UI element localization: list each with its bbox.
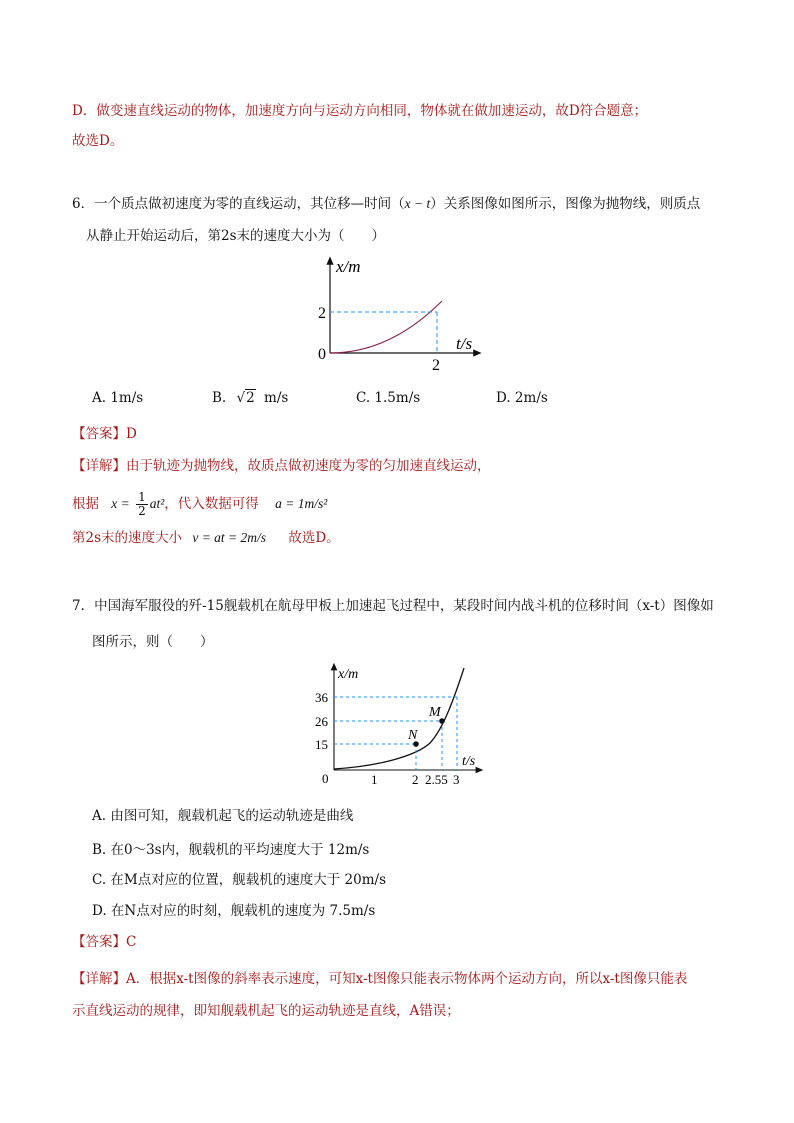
- q7-stem-line1: 7．中国海军服役的歼-15舰载机在航母甲板上加速起飞过程中，某段时间内战斗机的位移时间（x-t）图像如: [72, 598, 714, 614]
- q5-option-d: D．做变速直线运动的物体，加速度方向与运动方向相同，物体就在做加速运动，故D符合题意；: [72, 103, 648, 119]
- q6-y-tick: 2: [318, 305, 326, 322]
- sqrt-icon: √2: [236, 390, 255, 406]
- q7-point-n-label: N: [408, 728, 418, 743]
- q6-origin-label: 0: [318, 346, 326, 363]
- q7-point-m-label: M: [429, 705, 441, 720]
- q6-fraction: $\frac{1}{2}$: [138, 490, 146, 518]
- q6-option-b: B. √2 m/s: [212, 390, 289, 406]
- q7-x-tick-2: 2: [412, 772, 419, 787]
- q5-conclusion: 故选D。: [72, 133, 124, 149]
- q7-x-tick-3: 3: [453, 772, 460, 787]
- q6-detail-line3: 第2s末的速度大小 v = at = 2m/s 故选D。: [72, 530, 340, 546]
- q7-detail-line1: 【详解】A．根据x-t图像的斜率表示速度，可知x-t图像只能表示物体两个运动方向，所以x-t图像只能表: [72, 971, 688, 987]
- q7-answer: 【答案】C: [72, 934, 137, 950]
- q7-option-d: D. 在N点对应的时刻，舰载机的速度为 7.5m/s: [92, 903, 376, 919]
- q7-stem-line2: 图所示，则（ ）: [92, 634, 214, 650]
- q7-curve: [334, 668, 464, 769]
- q7-x-tick-1: 1: [371, 772, 378, 787]
- q7-x-tick-2-55: 2.55: [425, 772, 448, 787]
- q7-graph: [312, 660, 492, 790]
- q7-y-axis-label: x/m: [338, 667, 359, 682]
- q7-origin-label: 0: [322, 771, 329, 786]
- q6-option-d: D. 2m/s: [496, 390, 548, 406]
- q7-option-b: B. 在0～3s内，舰载机的平均速度大于 12m/s: [92, 842, 370, 858]
- q7-y-tick-36: 36: [315, 690, 328, 705]
- q7-option-a: A. 由图可知，舰载机起飞的运动轨迹是曲线: [92, 808, 354, 824]
- q7-y-tick-26: 26: [315, 714, 328, 729]
- q6-x-axis-label: t/s: [456, 334, 473, 353]
- q6-curve: [330, 301, 442, 353]
- q6-answer: 【答案】D: [72, 426, 137, 442]
- q7-x-axis-label: t/s: [462, 754, 476, 769]
- q6-detail-line2: 根据 x = $\frac{1}{2}$ at²，代入数据可得 a = 1m/s²: [72, 490, 328, 518]
- q7-detail-line2: 示直线运动的规律，即知舰载机起飞的运动轨迹是直线，A错误；: [72, 1003, 460, 1019]
- q6-x-tick: 2: [432, 357, 440, 374]
- q6-graph: [310, 254, 490, 374]
- q6-stem-line1: 6．一个质点做初速度为零的直线运动，其位移—时间（x − t）关系图像如图所示，图像为抛物线，则质点: [72, 196, 701, 212]
- q6-option-a: A. 1m/s: [92, 390, 144, 406]
- q6-detail-line1: 【详解】由于轨迹为抛物线，故质点做初速度为零的匀加速直线运动，: [72, 458, 491, 474]
- q6-y-axis-label: x/m: [336, 257, 361, 276]
- q6-stem-line2: 从静止开始运动后，第2s末的速度大小为（ ）: [86, 228, 386, 244]
- q7-option-c: C. 在M点对应的位置，舰载机的速度大于 20m/s: [92, 872, 387, 888]
- q6-option-c: C. 1.5m/s: [356, 390, 421, 406]
- q7-y-tick-15: 15: [315, 737, 328, 752]
